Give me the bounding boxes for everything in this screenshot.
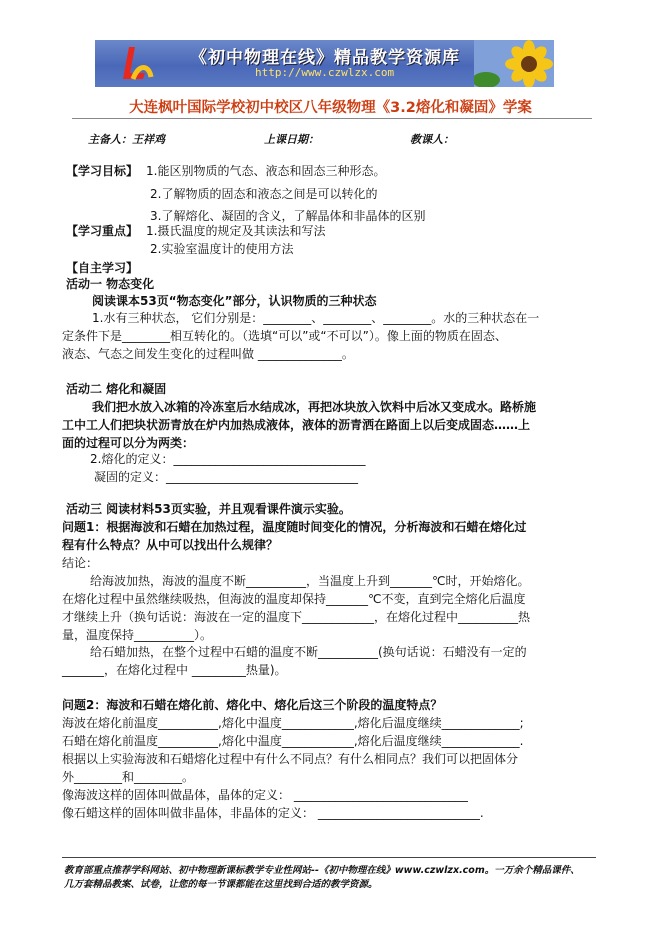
activity1-line: 1.水有三种状态， 它们分别是：________、________、________。水的三种状态在一 (92, 311, 540, 325)
objective-item: 1.能区别物质的气态、液态和固态三种形态。 (146, 164, 386, 178)
amorphous-definition: 像石蜡这样的固体叫做非晶体，非晶体的定义： ___________________________. (62, 806, 484, 820)
haibo-paragraph-line: 在熔化过程中虽然继续吸热，但海波的温度却保持_______℃不变，直到完全熔化后温度 (62, 592, 526, 606)
haibo-paragraph-line: 量，温度保持__________）。 (62, 628, 213, 642)
objective-item: 3.了解熔化、凝固的含义，了解晶体和非晶体的区别 (150, 209, 426, 223)
melting-definition: 2.熔化的定义：________________________________ (90, 452, 366, 466)
footer-divider (62, 857, 596, 858)
activity1-line: 液态、气态之间发生变化的过程叫做 ______________。 (62, 347, 354, 361)
date-field: 上课日期： (264, 133, 319, 146)
activity2-line: 我们把水放入冰箱的冷冻室后水结成冰，再把冰块放入饮料中后冰又变成水。路桥施 (92, 400, 537, 414)
crystal-definition: 像海波这样的固体叫做晶体，晶体的定义： _____________________________ (62, 788, 468, 802)
objectives-label: 【学习目标】 (66, 164, 139, 178)
self-study-label: 【自主学习】 (66, 261, 139, 275)
activity2-line: 工中工人们把块状沥青放在炉内加热成液体，液体的沥青洒在路面上以后变成固态……上 (62, 418, 531, 432)
activity3-title: 活动三 阅读材料53页实验，并且观看课件演示实验。 (66, 502, 351, 516)
activity1-instruction: 阅读课本53页“物态变化”部分，认识物质的三种状态 (92, 294, 377, 308)
teacher-field: 教课人： (410, 133, 454, 146)
key-points-label: 【学习重点】 (66, 224, 139, 238)
activity2-line: 面的过程可以分为两类： (62, 436, 195, 450)
wax-paragraph-line: _______，在熔化过程中 _________热量)。 (62, 663, 287, 677)
site-logo-icon (115, 43, 155, 83)
question2-line: 根据以上实验海波和石蜡熔化过程中有什么不同点？有什么相同点？我们可以把固体分 (62, 752, 519, 766)
question2-line: 石蜡在熔化前温度__________,熔化中温度____________,熔化后温度继续_____________. (62, 734, 524, 748)
freezing-definition: 凝固的定义：________________________________ (94, 470, 359, 484)
question2-line: 海波在熔化前温度__________,熔化中温度____________,熔化后温度继续_____________; (62, 716, 524, 730)
title-divider (72, 118, 592, 119)
key-point-item: 1.摄氏温度的规定及其读法和写法 (146, 224, 326, 238)
haibo-paragraph-line: 才继续上升（换句话说：海波在一定的温度下____________，在熔化过程中__________热 (62, 610, 531, 624)
site-banner (95, 40, 554, 87)
haibo-paragraph-line: 给海波加热，海波的温度不断__________，当温度上升到_______℃时，开始熔化。 (90, 574, 530, 588)
question1-line: 问题1：根据海波和石蜡在加热过程，温度随时间变化的情况，分析海波和石蜡在熔化过 (62, 520, 527, 534)
key-point-item: 2.实验室温度计的使用方法 (150, 242, 294, 256)
conclusion-label: 结论： (62, 556, 99, 570)
question1-line: 程有什么特点？从中可以找出什么规律？ (62, 538, 279, 552)
question2-line: 外________和________。 (62, 770, 195, 784)
activity2-title: 活动二 熔化和凝固 (66, 382, 167, 396)
banner-url: http://www.czwlzx.com (255, 66, 395, 79)
banner-title: 《初中物理在线》精品教学资源库 (190, 48, 460, 68)
sunflower-icon (474, 40, 554, 87)
question2-title: 问题2：海波和石蜡在熔化前、熔化中、熔化后这三个阶段的温度特点？ (62, 698, 443, 712)
footer-line: 教育部重点推荐学科网站、初中物理新课标教学专业性网站--《初中物理在线》www.czwlzx.com。一万余个精品课件、 (64, 865, 580, 876)
document-title: 大连枫叶国际学校初中校区八年级物理《3.2熔化和凝固》学案 (129, 100, 532, 116)
objective-item: 2.了解物质的固态和液态之间是可以转化的 (150, 187, 378, 201)
preparer-field: 主备人：王祥鸡 (88, 133, 165, 146)
activity1-line: 定条件下是________相互转化的。（选填“可以”或“不可以”）。像上面的物质在固态、 (62, 329, 507, 343)
wax-paragraph-line: 给石蜡加热，在整个过程中石蜡的温度不断__________(换句话说：石蜡没有一定的 (90, 645, 527, 659)
footer-line: 几万套精品教案、试卷，让您的每一节课都能在这里找到合适的教学资源。 (64, 879, 378, 890)
activity1-title: 活动一 物态变化 (66, 277, 155, 291)
